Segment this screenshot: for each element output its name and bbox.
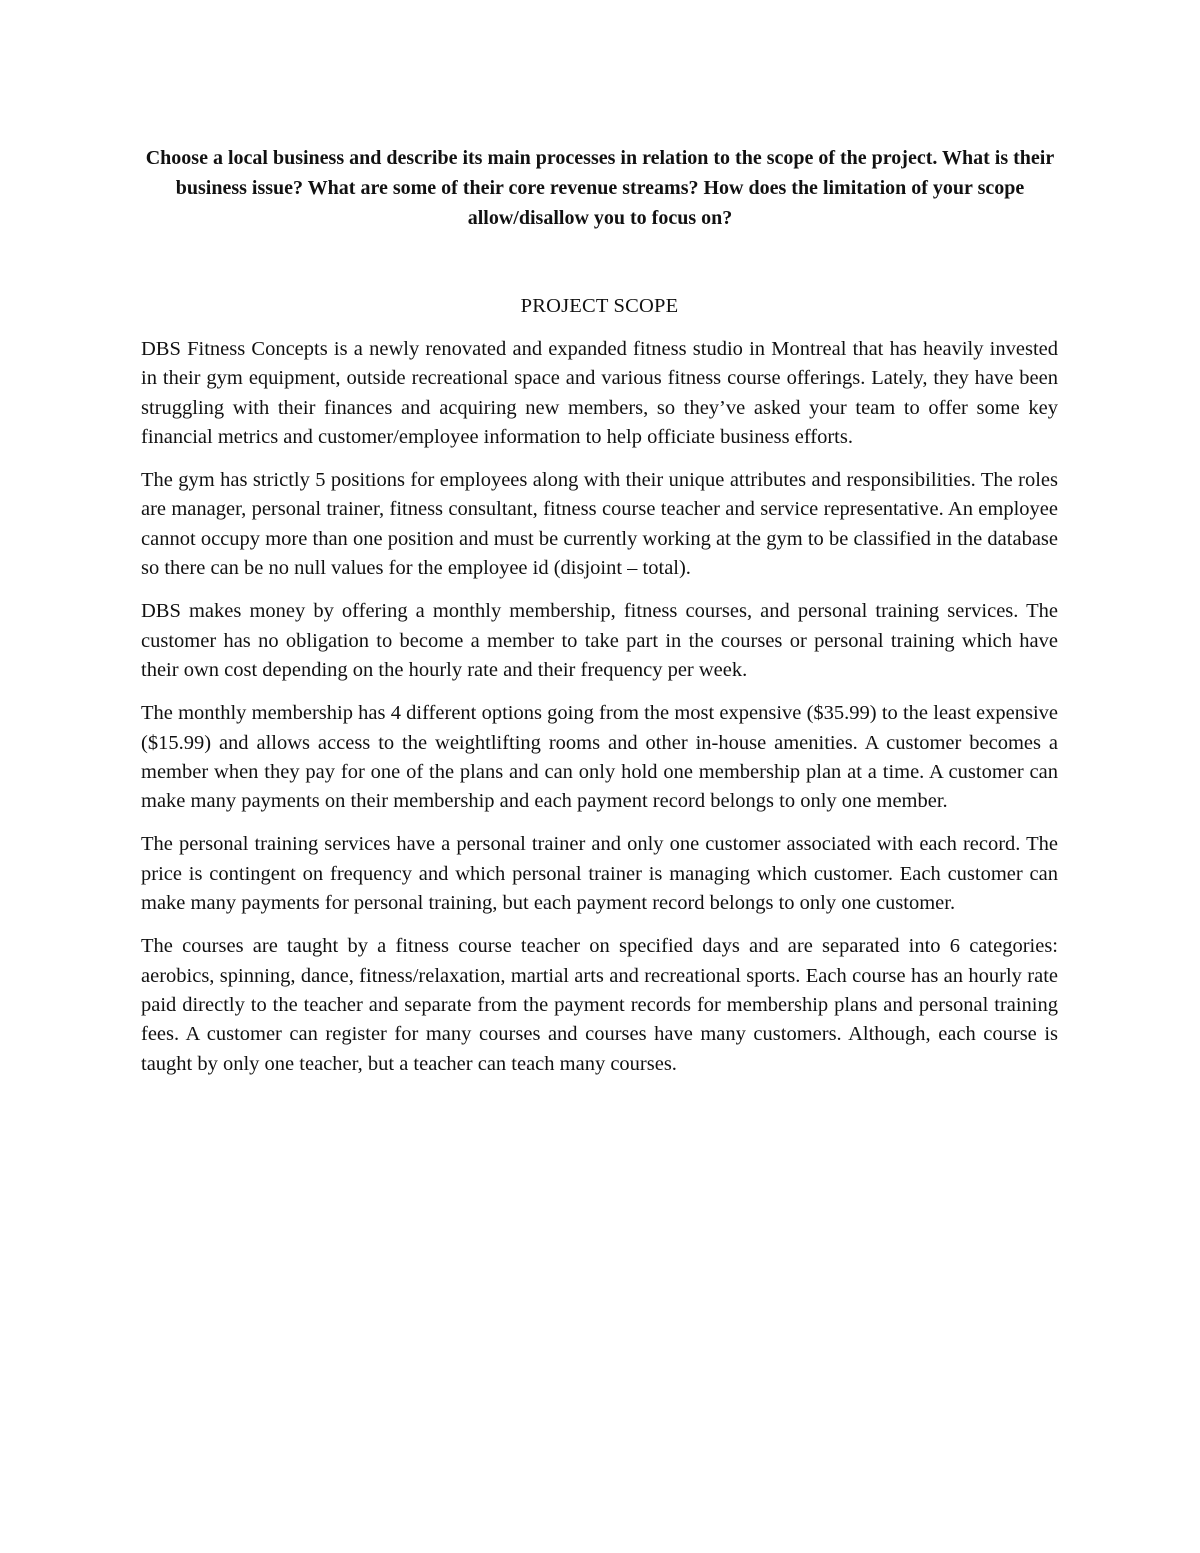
paragraph-employee-positions: The gym has strictly 5 positions for employees along with their unique attributes and responsibilities. The roles are manager, personal trainer, fitness consultant, fitness course teacher and service representative. An employee cannot occupy more than one position and must be currently working at the gym to be classified in the database so there can be no null values for the employee id (disjoint – total).: [141, 469, 1058, 580]
paragraph-personal-training: The personal training services have a personal trainer and only one customer associated with each record. The price is contingent on frequency and which personal trainer is managing which customer. Each customer can make many payments for personal training, but each payment record belongs to only one customer.: [141, 833, 1058, 915]
paragraph-fitness-courses: The courses are taught by a fitness course teacher on specified days and are separated into 6 categories: aerobics, spinning, dance, fitness/relaxation, martial arts and recreational sports. Each course has an hourly rate paid directly to the teacher and separate from the payment records for membership plans and personal training fees. A customer can register for many courses and courses have many customers. Although, each course is taught by only one teacher, but a teacher can teach many courses.: [141, 935, 1058, 1075]
paragraph-business-overview: DBS Fitness Concepts is a newly renovated and expanded fitness studio in Montreal that has heavily invested in their gym equipment, outside recreational space and various fitness course offerings. Lately, they have been struggling with their finances and acquiring new members, so they’ve asked your team to offer some key financial metrics and customer/employee information to help officiate business efforts.: [141, 338, 1058, 448]
paragraph-membership-plans: The monthly membership has 4 different options going from the most expensive ($35.99) to the least expensive ($15.99) and allows access to the weightlifting rooms and other in-house amenities. A customer becomes a member when they pay for one of the plans and can only hold one membership plan at a time. A customer can make many payments on their membership and each payment record belongs to only one member.: [141, 702, 1058, 813]
assignment-question: Choose a local business and describe its main processes in relation to the scope of the project. What is their business issue? What are some of their core revenue streams? How does the limitation of your scope allow/disallow you to focus on?: [145, 147, 1055, 229]
project-scope-section: [141, 291, 1058, 1093]
section-heading: PROJECT SCOPE: [520, 295, 679, 317]
paragraph-revenue-streams: DBS makes money by offering a monthly membership, fitness courses, and personal training services. The customer has no obligation to become a member to take part in the courses or personal training which have their own cost depending on the hourly rate and their frequency per week.: [141, 600, 1058, 681]
